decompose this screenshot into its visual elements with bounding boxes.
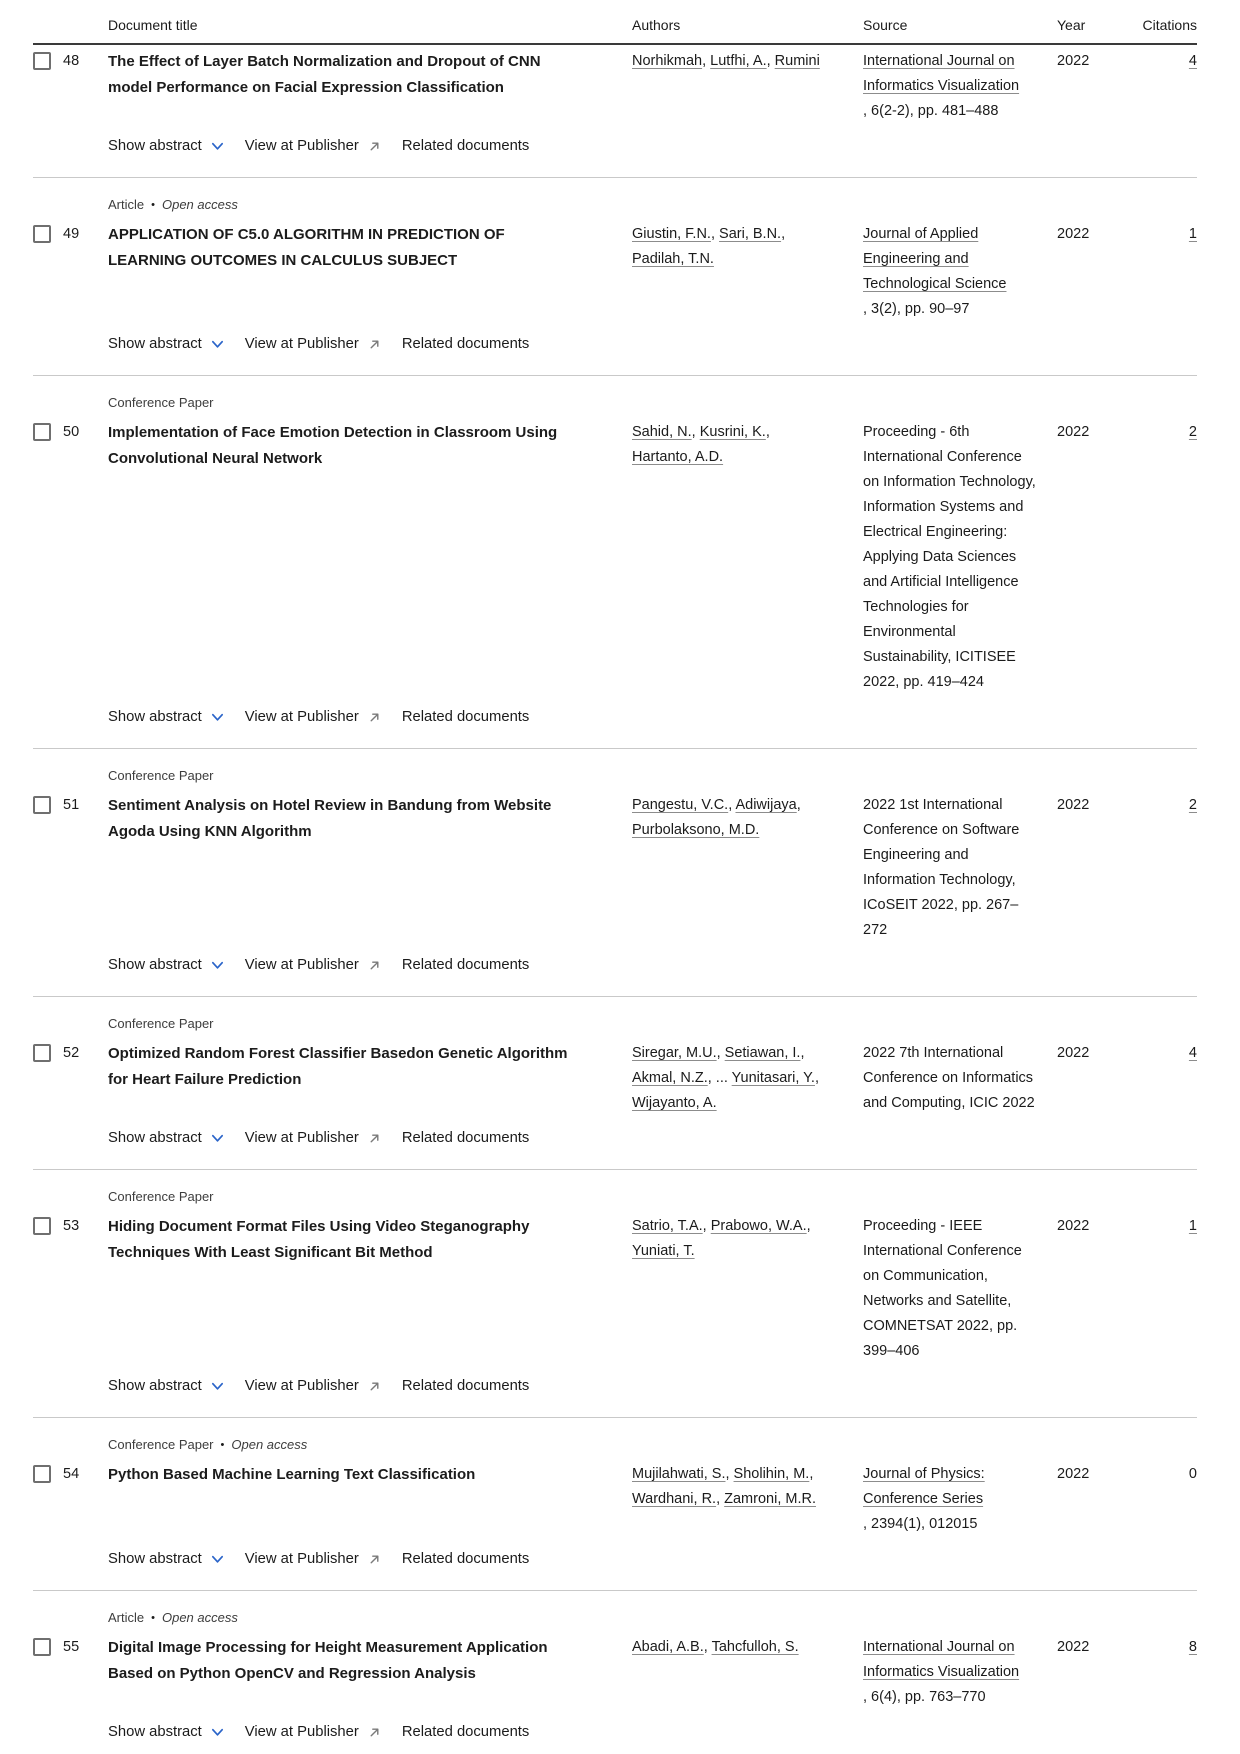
author-link[interactable]: Sholihin, M. [733, 1466, 810, 1482]
source-cell [863, 49, 1057, 124]
author-link[interactable]: Abadi, A.B. [632, 1639, 704, 1655]
author-link[interactable]: Pangestu, V.C. [632, 797, 729, 813]
related-documents-link[interactable] [402, 134, 530, 159]
author-link[interactable]: Sahid, N. [632, 424, 692, 440]
result-row [33, 997, 1197, 1170]
result-row [33, 1418, 1197, 1591]
related-documents-link[interactable] [402, 1720, 530, 1745]
row-number: 54 [63, 1466, 80, 1482]
source-link[interactable]: International Journal on Informatics Visualization [863, 53, 1020, 94]
author-link[interactable]: Mujilahwati, S. [632, 1466, 726, 1482]
author-name: Sari, B.N., [719, 226, 786, 242]
source-text: , 2394(1), 012015 [863, 1516, 978, 1532]
results-table-header [33, 0, 1197, 45]
source-text: Proceeding - IEEE International Conference on Communication, Networks and Satellite, COMNETSAT 2022, pp. 399–406 [863, 1218, 1022, 1359]
author-link[interactable]: Tahcfulloh, S. [711, 1639, 799, 1655]
view-at-publisher-link[interactable] [245, 1374, 382, 1399]
view-at-publisher-label: View at Publisher [244, 1378, 359, 1394]
author-name: Adiwijaya, [735, 797, 801, 813]
author-name: Satrio, T.A., [632, 1218, 707, 1234]
view-at-publisher-link[interactable] [245, 1547, 382, 1572]
view-at-publisher-label: View at Publisher [244, 1724, 359, 1740]
year-value: 2022 [1057, 1639, 1090, 1655]
result-row [33, 376, 1197, 749]
chevron-down-icon [210, 1131, 225, 1146]
results-list [33, 45, 1197, 1754]
related-documents-link[interactable] [402, 1547, 530, 1572]
related-documents-link[interactable] [402, 953, 530, 978]
external-link-icon [367, 1552, 382, 1567]
show-abstract-button[interactable] [108, 953, 225, 978]
author-name [632, 251, 714, 267]
document-type-line [108, 1015, 1197, 1033]
year-value: 2022 [1057, 797, 1090, 813]
related-documents-label: Related documents [401, 138, 530, 154]
citations-count: 0 [1188, 1466, 1197, 1482]
related-documents-label: Related documents [401, 1130, 530, 1146]
document-type-label: Conference Paper [108, 1016, 214, 1031]
document-type-label: Conference Paper [108, 1189, 214, 1204]
show-abstract-button[interactable] [108, 332, 225, 357]
author-name [632, 449, 723, 465]
related-documents-label: Related documents [401, 1378, 530, 1394]
open-access-label: Open access [161, 1610, 238, 1625]
citations-count[interactable]: 2 [1188, 424, 1197, 440]
row-checkbox[interactable] [33, 1217, 51, 1235]
author-name: Pangestu, V.C., [632, 797, 733, 813]
chevron-down-icon [210, 1725, 225, 1740]
author-link[interactable]: Lutfhi, A. [710, 53, 767, 69]
row-number: 49 [63, 226, 80, 242]
author-name [712, 1639, 799, 1655]
authors-cell [632, 1214, 863, 1264]
document-title-link[interactable]: Hiding Document Format Files Using Video Steganography Techniques With Least Significant Bit Method [108, 1218, 530, 1261]
show-abstract-label: Show abstract [108, 336, 202, 352]
show-abstract-button[interactable] [108, 1547, 225, 1572]
chevron-down-icon [210, 139, 225, 154]
document-type-line [108, 1609, 1197, 1627]
citations-count[interactable]: 4 [1188, 1045, 1197, 1061]
author-name: Setiawan, I., [724, 1045, 805, 1061]
column-header-citations: Citations [1142, 17, 1197, 33]
document-type-line [108, 767, 1197, 785]
author-name: Abadi, A.B., [632, 1639, 708, 1655]
view-at-publisher-link[interactable] [245, 134, 382, 159]
row-checkbox[interactable] [33, 225, 51, 243]
show-abstract-button[interactable] [108, 1126, 225, 1151]
author-name: Akmal, N.Z., [632, 1070, 712, 1086]
source-text: Proceeding - 6th International Conference on Information Technology, Information Systems and Electrical Engineering: Applying Data Sciences and Artificial Intelligence Technologies for Environmental Sustainability, ICITISEE 2022, pp. 419–424 [863, 424, 1036, 690]
view-at-publisher-link[interactable] [245, 1126, 382, 1151]
document-type-label: Article [108, 197, 145, 212]
document-type-line [108, 394, 1197, 412]
chevron-down-icon [210, 1379, 225, 1394]
source-cell [863, 1635, 1057, 1710]
author-link[interactable]: Akmal, N.Z. [632, 1070, 708, 1086]
external-link-icon [367, 1379, 382, 1394]
citations-count[interactable]: 1 [1188, 226, 1197, 242]
author-link[interactable]: Kusrini, K. [699, 424, 766, 440]
show-abstract-label: Show abstract [108, 138, 202, 154]
author-name: ... Yunitasari, Y., [715, 1070, 819, 1086]
open-access-separator-dot: • [220, 1439, 225, 1451]
author-link[interactable]: Wijayanto, A. [632, 1095, 717, 1111]
source-cell [863, 222, 1057, 322]
related-documents-label: Related documents [401, 957, 530, 973]
show-abstract-button[interactable] [108, 705, 225, 730]
document-type-line [108, 1436, 1197, 1454]
chevron-down-icon [210, 1552, 225, 1567]
author-link[interactable]: Siregar, M.U. [632, 1045, 717, 1061]
source-text: , 6(4), pp. 763–770 [863, 1689, 986, 1705]
show-abstract-label: Show abstract [108, 709, 202, 725]
source-text: 2022 7th International Conference on Informatics and Computing, ICIC 2022 [863, 1045, 1035, 1111]
author-link[interactable]: Rumini [774, 53, 820, 69]
document-type-label: Conference Paper [108, 768, 214, 783]
document-title-link[interactable]: Digital Image Processing for Height Measurement Application Based on Python OpenCV and Regression Analysis [108, 1639, 548, 1682]
author-link[interactable]: Hartanto, A.D. [632, 449, 724, 465]
year-value: 2022 [1057, 1045, 1090, 1061]
related-documents-link[interactable] [402, 332, 530, 357]
author-name: Siregar, M.U., [632, 1045, 721, 1061]
author-name: Mujilahwati, S., [632, 1466, 730, 1482]
authors-cell [632, 420, 863, 470]
document-type-label: Article [108, 1610, 145, 1625]
document-title-link[interactable]: APPLICATION OF C5.0 ALGORITHM IN PREDICTION OF LEARNING OUTCOMES IN CALCULUS SUBJECT [108, 226, 505, 269]
row-number: 53 [63, 1218, 80, 1234]
author-name [632, 822, 759, 838]
row-number: 52 [63, 1045, 80, 1061]
author-name: Giustin, F.N., [632, 226, 715, 242]
row-checkbox[interactable] [33, 796, 51, 814]
author-link[interactable]: Adiwijaya [735, 797, 797, 813]
source-cell [863, 1462, 1057, 1537]
row-checkbox[interactable] [33, 52, 51, 70]
source-link[interactable]: International Journal on Informatics Visualization [863, 1639, 1020, 1680]
authors-cell [632, 1462, 863, 1512]
source-cell [863, 420, 1057, 695]
external-link-icon [367, 1725, 382, 1740]
row-checkbox[interactable] [33, 423, 51, 441]
author-link[interactable]: Zamroni, M.R. [724, 1491, 816, 1507]
author-link[interactable]: Yuniati, T. [632, 1243, 695, 1259]
document-title-link[interactable]: Python Based Machine Learning Text Classification [108, 1466, 476, 1483]
row-number: 48 [63, 53, 80, 69]
view-at-publisher-label: View at Publisher [244, 1130, 359, 1146]
view-at-publisher-label: View at Publisher [244, 336, 359, 352]
show-abstract-button[interactable] [108, 1374, 225, 1399]
source-text: 2022 1st International Conference on Software Engineering and Information Technology, ICoSEIT 2022, pp. 267–272 [863, 797, 1020, 938]
show-abstract-label: Show abstract [108, 1378, 202, 1394]
year-value: 2022 [1057, 226, 1090, 242]
row-checkbox[interactable] [33, 1044, 51, 1062]
author-link[interactable]: Wardhani, R. [632, 1491, 717, 1507]
year-value: 2022 [1057, 1466, 1090, 1482]
external-link-icon [367, 139, 382, 154]
related-documents-link[interactable] [402, 705, 530, 730]
result-row [33, 749, 1197, 997]
source-cell [863, 793, 1057, 943]
year-value: 2022 [1057, 53, 1090, 69]
related-documents-link[interactable] [402, 1126, 530, 1151]
show-abstract-label: Show abstract [108, 1130, 202, 1146]
citations-count[interactable]: 1 [1188, 1218, 1197, 1234]
view-at-publisher-label: View at Publisher [244, 957, 359, 973]
external-link-icon [367, 1131, 382, 1146]
authors-cell [632, 49, 863, 74]
citations-count[interactable]: 2 [1188, 797, 1197, 813]
citations-count[interactable]: 4 [1188, 53, 1197, 69]
related-documents-label: Related documents [401, 336, 530, 352]
author-link[interactable]: Norhikmah [632, 53, 703, 69]
author-link[interactable]: Prabowo, W.A. [710, 1218, 807, 1234]
show-abstract-label: Show abstract [108, 1551, 202, 1567]
author-name: Norhikmah, [632, 53, 707, 69]
result-row [33, 45, 1197, 178]
authors-cell [632, 793, 863, 843]
external-link-icon [367, 710, 382, 725]
author-name [632, 1095, 717, 1111]
author-name [724, 1491, 816, 1507]
external-link-icon [367, 958, 382, 973]
view-at-publisher-link[interactable] [245, 1720, 382, 1745]
open-access-label: Open access [231, 1437, 308, 1452]
document-type-line [108, 1188, 1197, 1206]
author-name: Sholihin, M., [733, 1466, 814, 1482]
source-cell [863, 1214, 1057, 1364]
citations-count[interactable]: 8 [1188, 1639, 1197, 1655]
author-name: Kusrini, K., [699, 424, 770, 440]
source-cell [863, 1041, 1057, 1116]
document-type-line [108, 196, 1197, 214]
author-link[interactable]: Giustin, F.N. [632, 226, 711, 242]
related-documents-label: Related documents [401, 1551, 530, 1567]
author-name: Sahid, N., [632, 424, 696, 440]
author-link[interactable]: Setiawan, I. [724, 1045, 801, 1061]
show-abstract-button[interactable] [108, 134, 225, 159]
result-row [33, 178, 1197, 376]
column-header-year: Year [1057, 17, 1086, 33]
author-name: Wardhani, R., [632, 1491, 721, 1507]
row-checkbox[interactable] [33, 1465, 51, 1483]
column-header-document-title: Document title [108, 17, 198, 33]
document-title-link[interactable]: Implementation of Face Emotion Detection in Classroom Using Convolutional Neural Network [108, 424, 558, 467]
year-value: 2022 [1057, 1218, 1090, 1234]
author-name: Prabowo, W.A., [710, 1218, 811, 1234]
chevron-down-icon [210, 337, 225, 352]
chevron-down-icon [210, 958, 225, 973]
document-type-label: Conference Paper [108, 395, 214, 410]
show-abstract-label: Show abstract [108, 957, 202, 973]
source-link[interactable]: Journal of Applied Engineering and Technological Science [863, 226, 1007, 292]
row-number: 55 [63, 1639, 80, 1655]
author-link[interactable]: Satrio, T.A. [632, 1218, 703, 1234]
author-link[interactable]: Purbolaksono, M.D. [632, 822, 760, 838]
source-text: , 3(2), pp. 90–97 [863, 301, 970, 317]
authors-cell [632, 1635, 863, 1660]
author-link[interactable]: Padilah, T.N. [632, 251, 714, 267]
view-at-publisher-label: View at Publisher [244, 709, 359, 725]
document-title-link[interactable]: Sentiment Analysis on Hotel Review in Bandung from Website Agoda Using KNN Algorithm [108, 797, 552, 840]
related-documents-label: Related documents [401, 709, 530, 725]
document-type-label: Conference Paper [108, 1437, 214, 1452]
view-at-publisher-link[interactable] [245, 705, 382, 730]
view-at-publisher-label: View at Publisher [244, 138, 359, 154]
authors-cell [632, 1041, 863, 1116]
author-link[interactable]: Yunitasari, Y. [731, 1070, 815, 1086]
source-link[interactable]: Journal of Physics: Conference Series [863, 1466, 985, 1507]
author-name: Lutfhi, A., [710, 53, 771, 69]
open-access-separator-dot: • [151, 199, 155, 211]
row-number: 51 [63, 797, 80, 813]
chevron-down-icon [210, 710, 225, 725]
related-documents-link[interactable] [402, 1374, 530, 1399]
open-access-label: Open access [161, 197, 238, 212]
view-at-publisher-link[interactable] [245, 332, 382, 357]
source-text: , 6(2-2), pp. 481–488 [863, 103, 999, 119]
column-header-authors: Authors [632, 17, 681, 33]
view-at-publisher-label: View at Publisher [244, 1551, 359, 1567]
authors-cell [632, 222, 863, 272]
author-link[interactable]: Sari, B.N. [719, 226, 782, 242]
column-header-source: Source [863, 17, 908, 33]
show-abstract-button[interactable] [108, 1720, 225, 1745]
external-link-icon [367, 337, 382, 352]
result-row [33, 1170, 1197, 1418]
author-name [632, 1243, 695, 1259]
row-checkbox[interactable] [33, 1638, 51, 1656]
related-documents-label: Related documents [401, 1724, 530, 1740]
row-number: 50 [63, 424, 80, 440]
view-at-publisher-link[interactable] [245, 953, 382, 978]
document-title-link[interactable]: The Effect of Layer Batch Normalization and Dropout of CNN model Performance on Facial Expression Classification [108, 53, 541, 96]
year-value: 2022 [1057, 424, 1090, 440]
show-abstract-label: Show abstract [108, 1724, 202, 1740]
document-title-link[interactable]: Optimized Random Forest Classifier Basedon Genetic Algorithm for Heart Failure Prediction [108, 1045, 568, 1088]
author-name [775, 53, 820, 69]
result-row [33, 1591, 1197, 1754]
open-access-separator-dot: • [151, 1612, 155, 1624]
